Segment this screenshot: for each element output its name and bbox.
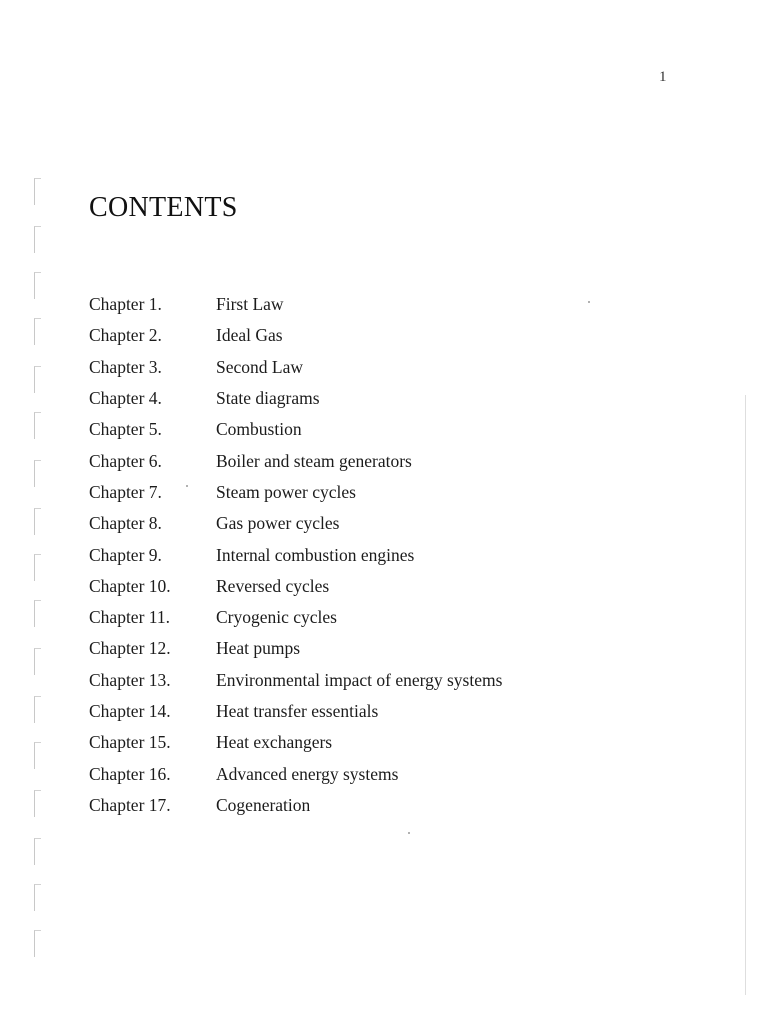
toc-row[interactable] xyxy=(89,727,609,758)
toc-row[interactable] xyxy=(89,602,609,633)
chapter-title: Advanced energy systems xyxy=(216,763,399,784)
chapter-label: Chapter 7. xyxy=(89,481,162,502)
chapter-title: Gas power cycles xyxy=(216,513,340,534)
toc-row[interactable] xyxy=(89,508,609,539)
chapter-title: Reversed cycles xyxy=(216,575,330,596)
chapter-label: Chapter 17. xyxy=(89,794,171,815)
chapter-label: Chapter 13. xyxy=(89,669,171,690)
chapter-label: Chapter 14. xyxy=(89,701,171,721)
page-number: 1 xyxy=(659,69,667,85)
toc-row[interactable] xyxy=(89,790,609,821)
chapter-title: Cryogenic cycles xyxy=(216,607,337,628)
chapter-label: Chapter 16. xyxy=(89,763,171,784)
chapter-title: Second Law xyxy=(216,356,303,377)
chapter-title: Heat pumps xyxy=(216,638,301,659)
chapter-title: State diagrams xyxy=(216,388,320,409)
chapter-label: Chapter 2. xyxy=(89,325,162,346)
toc-row[interactable] xyxy=(89,289,609,320)
chapter-label: Chapter 5. xyxy=(89,419,162,440)
chapter-label: Chapter 9. xyxy=(89,544,162,565)
toc-row[interactable] xyxy=(89,696,609,727)
page-title: CONTENTS xyxy=(89,192,238,223)
chapter-title: Steam power cycles xyxy=(216,481,356,502)
chapter-label: Chapter 1. xyxy=(89,294,162,315)
chapter-title: Internal combustion engines xyxy=(216,544,415,565)
chapter-label: Chapter 4. xyxy=(89,388,162,409)
chapter-title: Environmental impact of energy systems xyxy=(216,669,503,690)
toc-row[interactable] xyxy=(89,539,609,570)
chapter-label: Chapter 11. xyxy=(89,607,170,628)
table-of-contents xyxy=(89,289,609,821)
chapter-title: Boiler and steam generators xyxy=(216,450,412,471)
chapter-label: Chapter 15. xyxy=(89,732,171,753)
toc-row[interactable] xyxy=(89,571,609,602)
toc-row[interactable] xyxy=(89,445,609,476)
toc-row[interactable] xyxy=(89,758,609,789)
chapter-label: Chapter 8. xyxy=(89,513,162,534)
chapter-label: Chapter 12. xyxy=(89,638,171,659)
chapter-title: Cogeneration xyxy=(216,794,311,815)
scan-edge-line xyxy=(745,395,746,995)
toc-row[interactable] xyxy=(89,383,609,414)
toc-row[interactable] xyxy=(89,633,609,664)
binding-holes xyxy=(30,170,42,1010)
toc-row[interactable] xyxy=(89,665,609,696)
toc-row[interactable] xyxy=(89,477,609,508)
chapter-title: Heat exchangers xyxy=(216,732,333,753)
chapter-title: Ideal Gas xyxy=(216,325,283,346)
chapter-title: First Law xyxy=(216,294,284,315)
toc-row[interactable] xyxy=(89,414,609,445)
toc-row[interactable] xyxy=(89,352,609,383)
chapter-title: Combustion xyxy=(216,419,302,440)
chapter-label: Chapter 6. xyxy=(89,450,162,471)
chapter-title: Heat transfer essentials xyxy=(216,701,379,721)
toc-row[interactable] xyxy=(89,320,609,351)
scan-speck xyxy=(408,832,410,834)
chapter-label: Chapter 3. xyxy=(89,356,162,377)
chapter-label: Chapter 10. xyxy=(89,575,171,596)
